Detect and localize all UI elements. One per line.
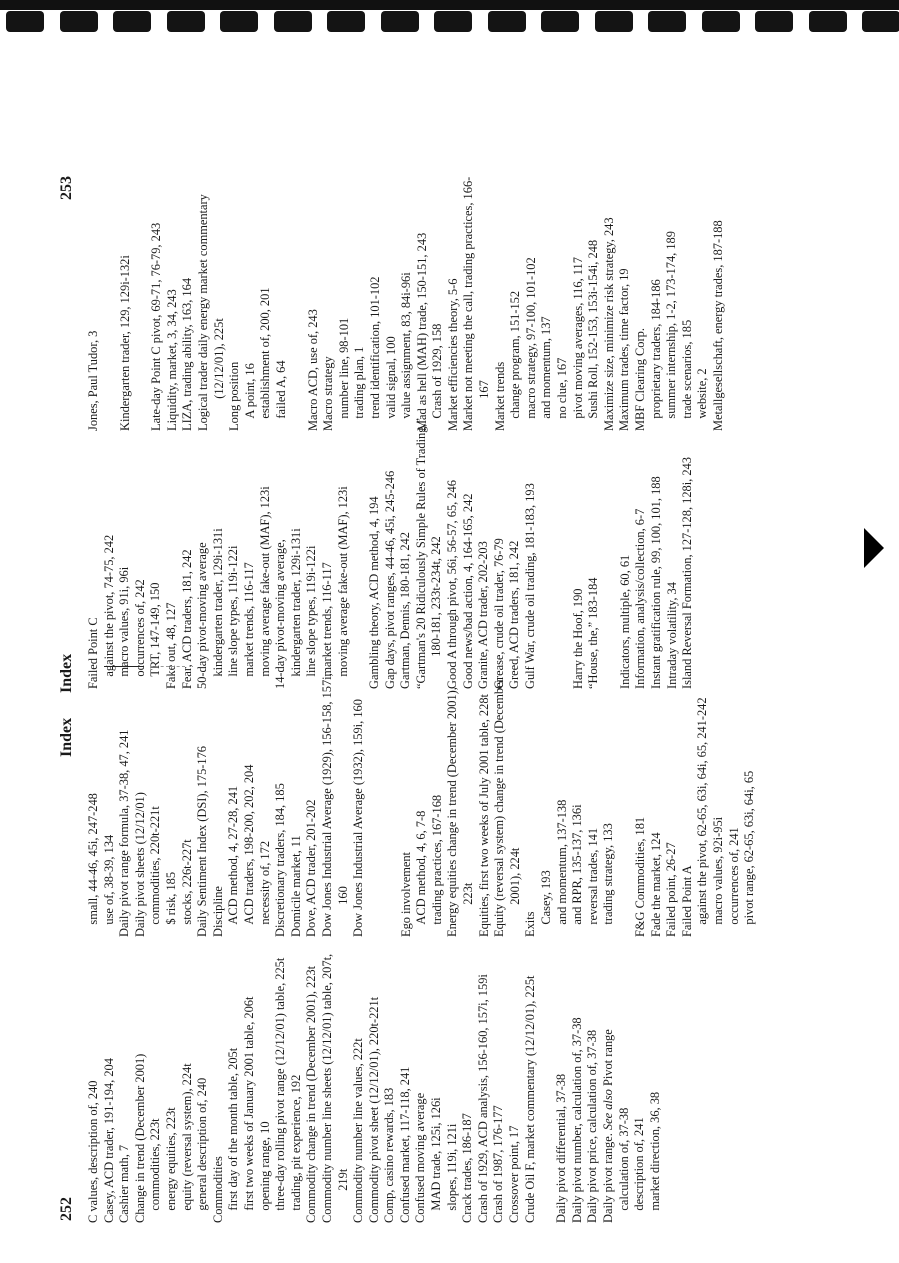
index-entry: “House, the,” 183-184 [586, 577, 601, 689]
index-entry: Metallgesellschaft, energy trades, 187-188 [710, 220, 725, 431]
index-entry: energy equities, 223t [163, 1107, 178, 1211]
index-entry: stocks, 226t-227t [179, 839, 194, 925]
index-entry: Market not meeting the call, trading practices, 166-167 [461, 176, 492, 431]
index-entry: macro values, 91i, 96i [117, 566, 132, 677]
index-entry: Liquidity, market, 3, 34, 243 [164, 289, 179, 431]
index-entry: MBF Clearing Corp. [633, 328, 647, 431]
index-entry: and momentum, 137-138 [554, 799, 569, 925]
index-entry: Gulf War, crude oil trading, 181-183, 193 [523, 483, 538, 689]
index-gap [617, 665, 633, 937]
index-entry: trend identification, 101-102 [367, 276, 382, 419]
index-entry: Crossover point, 17 [507, 1125, 522, 1223]
index-gap [102, 159, 118, 431]
index-entry: reversal trades, 141 [585, 827, 600, 925]
index-entry: Information, analysis/collection, 6-7 [633, 508, 648, 689]
index-entry: trade scenarios, 185 [679, 319, 694, 419]
index-entry: Casey, 193 [539, 870, 554, 925]
index-entry: Commodities [210, 1156, 225, 1223]
index-entry: first day of the month table, 205t [226, 1047, 241, 1211]
index-entry: Crude Oil F, market commentary (12/12/01), 225t [522, 975, 537, 1223]
index-entry: occurrences of, 241 [726, 827, 741, 925]
index-entry: Harry the Hoof, 190 [570, 588, 585, 689]
index-entry: LIZA, trading ability, 163, 164 [180, 277, 195, 431]
index-entry: Greed, ACD traders, 181, 242 [507, 540, 522, 689]
index-entry: general description of, 240 [195, 1077, 210, 1211]
index-entry: Grease, crude oil trader, 76-79 [491, 538, 506, 689]
index-entry: trading strategy, 133 [601, 823, 616, 925]
index-entry: calculation of, 37-38 [616, 1107, 631, 1211]
index-gap [383, 665, 399, 937]
index-entry: description of, 241 [632, 1117, 647, 1211]
index-entry: first two weeks of January 2001 table, 206t [241, 996, 256, 1211]
index-gap [133, 159, 149, 431]
index-entry: Failed Point A [679, 865, 694, 937]
index-column [86, 159, 727, 431]
page-number: 253 [58, 176, 75, 200]
index-entry: Commodity pivot sheet (12/12/01), 220t-221t [366, 996, 381, 1223]
index-entry: macro strategy, 97-100, 101-102 [523, 257, 538, 419]
index-entry: Maximum trades, time factor, 19 [617, 268, 632, 431]
index-entry: $ risk, 185 [163, 871, 178, 925]
index-entry: A point, 16 [242, 363, 257, 419]
index-entry: proprietary traders, 184-186 [648, 279, 663, 419]
index-entry: Failed point, 26-27 [664, 842, 679, 937]
index-entry: Good news/bad action, 4, 164-165, 242 [460, 493, 475, 689]
index-entry: three-day rolling pivot range (12/12/01) table, 225t [273, 957, 288, 1211]
index-entry: Granite, ACD trader, 202-203 [476, 541, 491, 689]
index-entry: summer internship, 1-2, 173-174, 189 [664, 231, 679, 419]
index-entry: small, 44-46, 45i, 247-248 [86, 793, 100, 925]
page-fold-line [104, 666, 144, 667]
index-entry: Daily pivot range. See also Pivot range [601, 1029, 615, 1223]
index-entry: Discipline [210, 886, 225, 937]
index-entry: C values, description of, 240 [86, 1080, 100, 1223]
index-entry: Good A through pivot, 56i, 56-57, 65, 246 [445, 480, 460, 689]
index-entry: Domicile market, 11 [288, 835, 303, 937]
index-entry: Late-day Point C pivot, 69-71, 76-79, 243 [149, 222, 164, 431]
index-entry: 50-day pivot-moving average [195, 542, 210, 689]
index-entry: Market trends [492, 361, 507, 431]
index-entry: Daily pivot price, calculation of, 37-38 [585, 1029, 600, 1223]
index-entry: Cashier math, 7 [117, 1144, 132, 1223]
index-entry: pivot moving averages, 116, 117 [570, 257, 585, 419]
index-entry: Equity (reversal system) change in trend (December 2001), 224t [492, 678, 522, 937]
index-entry: Mad as hell (MAH) trade, 150-151, 243 [414, 232, 429, 431]
index-entry: commodities, 220t-221t [148, 806, 163, 925]
index-entry: Daily pivot sheets (12/12/01) [132, 792, 147, 937]
index-entry: Crash of 1987, 176-177 [491, 1105, 506, 1223]
index-column [86, 665, 758, 937]
index-entry: Fade the market, 124 [648, 832, 663, 937]
page-title: Index [58, 717, 75, 757]
index-entry: “Gartman's 20 Ridiculously Simple Rules of Trading,” 180-181, 233t-234t, 242 [413, 417, 444, 689]
index-gap [290, 159, 306, 431]
index-entry: trading practices, 167-168 [429, 794, 444, 925]
index-entry: commodities, 223t [148, 1118, 163, 1211]
index-entry: market direction, 36, 38 [647, 1091, 662, 1211]
index-column [86, 417, 696, 689]
index-entry: F&G Commodities, 181 [633, 816, 647, 937]
index-entry: macro values, 92i-95i [710, 816, 725, 925]
index-entry: Daily Sentiment Index (DSI), 175-176 [195, 746, 210, 937]
index-entry: Daily pivot range formula, 37-38, 47, 241 [117, 729, 132, 937]
index-entry: kindergarten trader, 129i-131i [210, 528, 225, 677]
index-entry: kindergarten trader, 129i-131i [288, 528, 303, 677]
index-entry: MAD trade, 125i, 126i [429, 1097, 444, 1211]
index-entry: Macro strategy [321, 356, 336, 431]
index-entry: Market efficiencies theory, 5-6 [445, 278, 460, 431]
index-entry: Dove, ACD trader, 201-202 [304, 799, 319, 937]
index-entry: value assignment, 83, 84i-96i [399, 272, 414, 419]
page-fold-dash [150, 666, 185, 667]
index-entry: Energy equities change in trend (December 2001), 223t [445, 687, 476, 937]
index-entry: Sushi Roll, 152-153, 153i-154i, 248 [586, 239, 601, 419]
index-entry: Exits [523, 911, 538, 937]
index-entry: Commodity number line sheets (12/12/01) table, 207t, 219t [319, 953, 350, 1223]
index-entry: Crash of 1929, 158 [430, 323, 445, 419]
index-entry: Fear, ACD traders, 181, 242 [179, 549, 194, 689]
index-entry: Gambling theory, ACD method, 4, 194 [367, 496, 382, 689]
page-title: Index [58, 653, 75, 693]
index-entry: Daily pivot number, calculation of, 37-38 [569, 1017, 584, 1223]
index-entry: valid signal, 100 [383, 336, 398, 419]
index-entry: Instant gratification rule, 99, 100, 101, 188 [649, 476, 663, 689]
index-entry: line slope types, 119i-122i [304, 545, 319, 677]
index-entry: 14-day pivot-moving average, [273, 539, 288, 689]
index-entry: number line, 98-101 [336, 317, 351, 419]
index-entry: Fake out, 48, 127 [163, 602, 178, 689]
index-entry: Jones, Paul Tudor, 3 [86, 330, 100, 431]
index-entry: Discretionary traders, 184, 185 [273, 783, 288, 937]
index-entry: market trends, 116-117 [241, 562, 256, 677]
index-entry: Failed Point C [86, 617, 100, 689]
index-gap [367, 665, 383, 937]
index-entry: Daily pivot differential, 37-38 [554, 1073, 569, 1223]
index-entry: Commodity change in trend (December 2001), 223t [304, 965, 319, 1223]
index-entry: establishment of, 200, 201 [258, 287, 273, 419]
index-entry: Gartman, Dennis, 180-181, 242 [398, 532, 413, 689]
index-entry: Island Reversal Formation, 127-128, 128i, 243 [680, 457, 695, 689]
index-entry: ACD method, 4, 27-28, 241 [226, 785, 241, 925]
index-entry: pivot range, 62-65, 63i, 64i, 65 [742, 770, 757, 925]
index-entry: against the pivot, 62-65, 63i, 64i, 65, 241-242 [695, 697, 710, 925]
index-entry: Macro ACD, use of, 243 [305, 309, 320, 431]
index-entry: trading, pit experience, 192 [288, 1074, 303, 1211]
index-gap [602, 417, 618, 689]
index-entry: against the pivot, 74-75, 242 [101, 534, 116, 677]
index-entry: Dow Jones Industrial Average (1932), 159i, 160 [351, 699, 366, 937]
index-entry: and momentum, 137 [539, 316, 554, 419]
index-entry: no clue, 167 [555, 357, 570, 419]
index-entry: and RPR, 135-137, 136i [570, 804, 585, 925]
index-gap [539, 417, 555, 689]
index-entry: Change in trend (December 2001) [132, 1053, 147, 1223]
index-entry: Equities, first two weeks of July 2001 table, 228t [476, 694, 491, 937]
index-entry: opening range, 10 [257, 1121, 272, 1211]
index-column [86, 951, 663, 1223]
index-entry: Indicators, multiple, 60, 61 [617, 554, 632, 689]
index-entry: necessity of, 172 [257, 840, 272, 925]
index-entry: Comp, casino rewards, 183 [382, 1087, 397, 1223]
index-entry: ACD method, 4, 6, 7-8 [414, 810, 429, 925]
index-entry: Long position [227, 361, 242, 431]
index-entry: occurrences of, 242 [132, 579, 147, 677]
index-entry: slopes, 119i, 121i [444, 1123, 459, 1211]
index-entry: TRT, 147-149, 150 [148, 582, 163, 677]
index-entry: Commodity number line values, 222t [351, 1038, 366, 1223]
index-entry: Maximize size, minimize risk strategy, 243 [601, 217, 616, 431]
index-gap [555, 417, 571, 689]
index-entry: Dow Jones Industrial Average (1929), 156-158, 157i, 160 [319, 673, 350, 937]
index-entry: Gap days, pivot ranges, 44-46, 45i, 245-246 [382, 470, 397, 689]
index-entry: Logical trader daily energy market commentary (12/12/01), 225t [195, 194, 226, 431]
index-entry: ACD traders, 198-200, 202, 204 [241, 764, 256, 925]
index-entry: failed A, 64 [273, 360, 288, 419]
index-entry: use of, 38-39, 134 [101, 834, 116, 925]
index-entry: moving average fake-out (MAF), 123i [335, 486, 350, 677]
index-entry: website, 2 [695, 368, 710, 419]
index-entry: market trends, 116-117 [319, 562, 334, 677]
index-entry: Casey, ACD trader, 191-194, 204 [101, 1058, 116, 1223]
scan-mark-triangle [864, 528, 884, 568]
index-entry: moving average fake-out (MAF), 123i [257, 486, 272, 677]
index-gap [351, 417, 367, 689]
page-number: 252 [58, 1197, 75, 1221]
index-entry: Crack trades, 186-187 [460, 1113, 475, 1223]
index-entry: Intraday volatility, 34 [664, 582, 679, 689]
index-entry: Kindergarten trader, 129, 129i-132i [117, 255, 132, 431]
index-entry: change program, 151-152 [508, 290, 523, 419]
index-gap [538, 951, 554, 1223]
index-entry: equity (reversal system), 224t [179, 1063, 194, 1211]
index-entry: Ego involvement [398, 852, 413, 937]
index-entry: Confused moving average [413, 1092, 428, 1223]
index-entry: Crash of 1929, ACD analysis, 156-160, 157i, 159i [475, 974, 490, 1223]
index-entry: trading plan, 1 [352, 346, 367, 419]
index-entry: line slope types, 119i-122i [226, 545, 241, 677]
index-entry: Confused market, 117-118, 241 [397, 1066, 412, 1223]
